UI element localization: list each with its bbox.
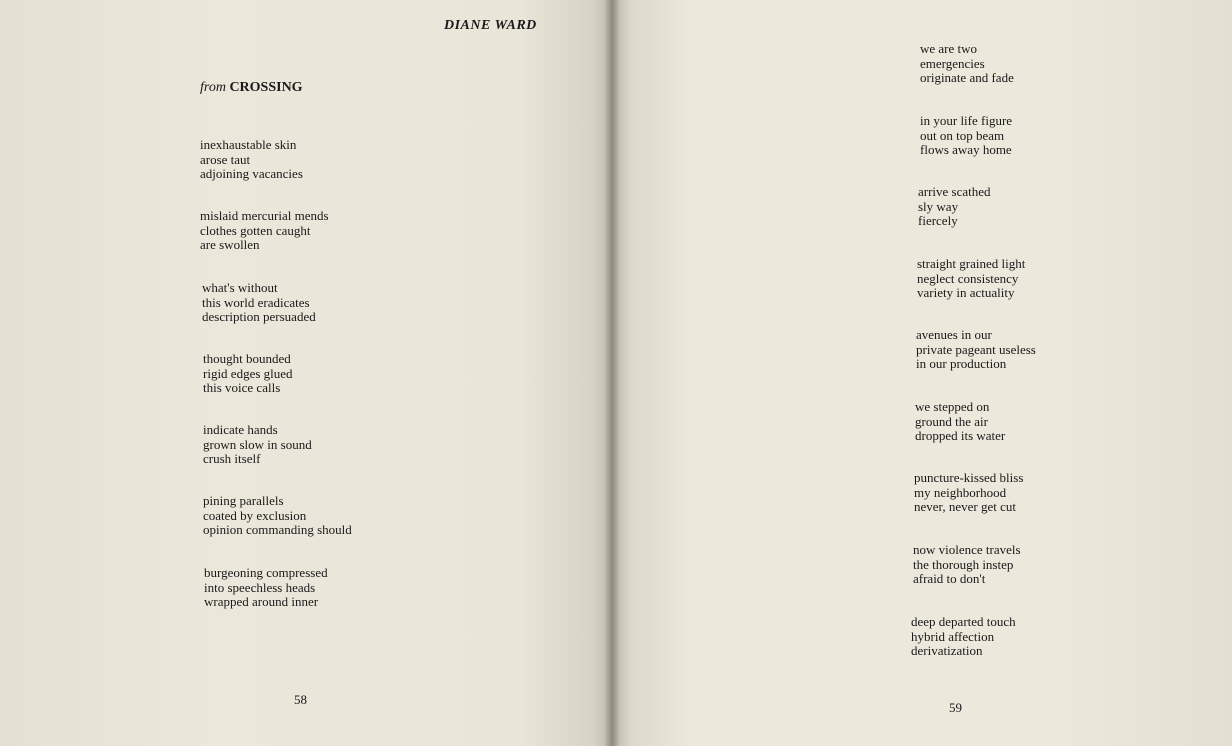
poem-line: opinion commanding should	[203, 522, 352, 537]
stanza-8	[913, 543, 1021, 587]
title-prefix: from	[200, 80, 226, 95]
poem-line: rigid edges glued	[203, 365, 293, 381]
author-name: DIANE WARD	[444, 18, 537, 33]
stanza-5	[916, 328, 1036, 372]
stanza-2	[200, 209, 329, 253]
poem-line: now violence travels	[913, 542, 1021, 557]
poem-line: description persuaded	[202, 309, 316, 324]
title-text: CROSSING	[229, 80, 303, 95]
poem-line: private pageant useless	[916, 341, 1036, 357]
page-number-left: 58	[294, 692, 307, 707]
left-page	[0, 0, 612, 746]
poem-line: grown slow in sound	[203, 436, 312, 452]
poem-line: fiercely	[918, 213, 958, 228]
poem-line: avenues in our	[916, 327, 992, 342]
poem-line: in our production	[916, 356, 1007, 371]
poem-line: arose taut	[200, 151, 251, 167]
poem-line: flows away home	[920, 142, 1012, 157]
poem-line: crush itself	[203, 451, 261, 466]
stanza-3	[918, 185, 991, 229]
stanza-9	[911, 615, 1016, 659]
poem-line: emergencies	[920, 55, 985, 71]
right-page	[612, 0, 1232, 746]
book-gutter	[604, 0, 620, 746]
poem-line: indicate hands	[203, 422, 278, 437]
poem-line: are swollen	[200, 237, 260, 252]
poem-line: into speechless heads	[204, 579, 316, 595]
poem-line: clothes gotten caught	[200, 222, 311, 238]
poem-line: deep departed touch	[911, 614, 1016, 629]
poem-line: coated by exclusion	[203, 507, 307, 523]
poem-line: out on top beam	[920, 127, 1005, 143]
poem-title	[200, 80, 303, 96]
poem-line: dropped its water	[915, 428, 1006, 443]
poem-line: this world eradicates	[202, 294, 310, 310]
poem-line: pining parallels	[203, 493, 284, 508]
stanza-7	[914, 471, 1023, 515]
poem-line: puncture-kissed bliss	[914, 470, 1024, 485]
poem-line: neglect consistency	[917, 270, 1019, 286]
stanza-4	[917, 257, 1025, 301]
stanza-3	[202, 281, 316, 325]
stanza-4	[203, 352, 293, 396]
stanza-2	[920, 114, 1012, 158]
poem-line: what's without	[202, 280, 278, 295]
poem-line: burgeoning compressed	[204, 565, 328, 580]
stanza-6	[915, 400, 1005, 444]
poem-line: we are two	[920, 41, 978, 56]
poem-line: my neighborhood	[914, 484, 1007, 500]
stanza-5	[203, 423, 312, 467]
poem-line: variety in actuality	[917, 285, 1015, 300]
poem-line: never, never get cut	[914, 499, 1016, 514]
poem-line: derivatization	[911, 643, 983, 658]
stanza-1	[920, 42, 1014, 86]
poem-line: adjoining vacancies	[200, 166, 303, 181]
poem-line: hybrid affection	[911, 628, 995, 644]
poem-line: the thorough instep	[913, 556, 1014, 572]
poem-line: mislaid mercurial mends	[200, 208, 329, 223]
poem-line: sly way	[918, 198, 959, 214]
poem-line: we stepped on	[915, 399, 990, 414]
poem-line: inexhaustable skin	[200, 137, 297, 152]
poem-line: straight grained light	[917, 256, 1026, 271]
poem-line: in your life figure	[920, 113, 1013, 128]
stanza-7	[204, 566, 328, 610]
poem-line: arrive scathed	[918, 184, 991, 199]
stanza-6	[203, 494, 352, 538]
poem-line: afraid to don't	[913, 571, 986, 586]
poem-line: originate and fade	[920, 70, 1014, 85]
stanza-1	[200, 138, 303, 182]
page-number-right: 59	[949, 700, 962, 715]
poem-line: thought bounded	[203, 351, 291, 366]
poem-line: ground the air	[915, 413, 988, 429]
poem-line: wrapped around inner	[204, 594, 319, 609]
poem-line: this voice calls	[203, 380, 281, 395]
